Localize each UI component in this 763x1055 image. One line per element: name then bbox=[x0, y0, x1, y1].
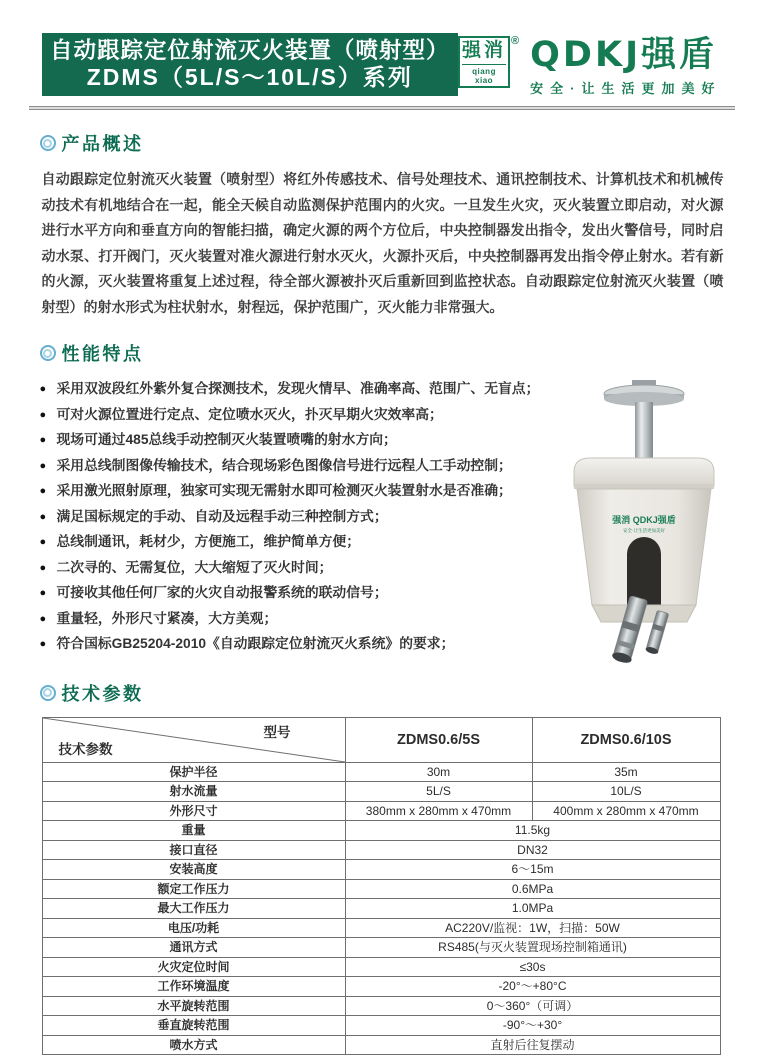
spec-value: 11.5kg bbox=[345, 821, 720, 841]
feature-item: ● 现场可通过485总线手动控制灭火装置喷嘴的射水方向； bbox=[40, 430, 540, 449]
spec-value: 380mm x 280mm x 470mm bbox=[345, 801, 532, 821]
spec-row bbox=[42, 801, 720, 821]
product-title-line-2: ZDMS（5L/S～10L/S）系列 bbox=[44, 64, 457, 91]
feature-item: ● 采用激光照射原理，独家可实现无需射水即可检测灭火装置射水是否准确； bbox=[40, 481, 540, 500]
column-header-model-1: ZDMS0.6/5S bbox=[345, 717, 532, 762]
section-bullet-icon bbox=[40, 685, 56, 701]
specs-header-row bbox=[42, 717, 720, 762]
feature-list bbox=[40, 379, 540, 660]
datasheet-page bbox=[7, 0, 757, 1016]
spec-value: -20°～+80°C bbox=[345, 977, 720, 997]
brand-block bbox=[458, 36, 721, 97]
spec-value: 0～360°（可调） bbox=[345, 996, 720, 1016]
specs-table-wrap bbox=[42, 717, 722, 1055]
product-photo bbox=[539, 376, 763, 658]
spec-row bbox=[42, 1035, 720, 1055]
spec-label: 最大工作压力 bbox=[42, 899, 345, 919]
spec-row bbox=[42, 957, 720, 977]
specs-table bbox=[42, 717, 721, 1055]
spec-label: 水平旋转范围 bbox=[42, 996, 345, 1016]
qiangxiao-seal-box bbox=[458, 36, 510, 88]
section-bullet-icon bbox=[40, 345, 56, 361]
overview-title: 产品概述 bbox=[62, 130, 144, 156]
spec-label: 电压/功耗 bbox=[42, 918, 345, 938]
spec-value: 5L/S bbox=[345, 782, 532, 802]
spec-value: 400mm x 280mm x 470mm bbox=[532, 801, 720, 821]
spec-row bbox=[42, 1016, 720, 1036]
section-overview bbox=[7, 130, 757, 320]
spec-value: -90°～+30° bbox=[345, 1016, 720, 1036]
page-header bbox=[7, 0, 757, 97]
specs-title: 技术参数 bbox=[62, 680, 144, 706]
spec-label: 火灾定位时间 bbox=[42, 957, 345, 977]
feature-item: ● 采用双波段红外紫外复合探测技术，发现火情早、准确率高、范围广、无盲点； bbox=[40, 379, 540, 398]
spec-row bbox=[42, 840, 720, 860]
spec-value: ≤30s bbox=[345, 957, 720, 977]
feature-item: ● 二次寻的、无需复位，大大缩短了灭火时间； bbox=[40, 558, 540, 577]
overview-heading bbox=[40, 130, 757, 156]
spec-value: 1.0MPa bbox=[345, 899, 720, 919]
section-specs bbox=[7, 680, 757, 1055]
header-divider bbox=[29, 106, 735, 110]
qiangxiao-seal bbox=[458, 36, 519, 88]
spec-row bbox=[42, 938, 720, 958]
column-header-model-2: ZDMS0.6/10S bbox=[532, 717, 720, 762]
features-title: 性能特点 bbox=[62, 340, 144, 366]
spec-row bbox=[42, 821, 720, 841]
spec-label: 垂直旋转范围 bbox=[42, 1016, 345, 1036]
spec-row bbox=[42, 918, 720, 938]
spec-row bbox=[42, 977, 720, 997]
spec-label: 接口直径 bbox=[42, 840, 345, 860]
product-title-banner bbox=[42, 33, 459, 96]
corner-label-parameter: 技术参数 bbox=[59, 738, 113, 758]
seal-pinyin: qiang xiao bbox=[462, 64, 506, 85]
feature-item: ● 满足国标规定的手动、自动及远程手动三种控制方式； bbox=[40, 507, 540, 526]
features-heading bbox=[40, 340, 757, 366]
spec-label: 重量 bbox=[42, 821, 345, 841]
spec-label: 通讯方式 bbox=[42, 938, 345, 958]
svg-text:安全·让生活更加美好: 安全·让生活更加美好 bbox=[623, 527, 665, 534]
seal-text: 强消 bbox=[462, 40, 506, 62]
features-row bbox=[7, 366, 757, 660]
spec-row bbox=[42, 860, 720, 880]
feature-item: ● 重量轻，外形尺寸紧凑，大方美观； bbox=[40, 609, 540, 628]
spec-row bbox=[42, 782, 720, 802]
spec-label: 保护半径 bbox=[42, 762, 345, 782]
feature-item: ● 可对火源位置进行定点、定位喷水灭火，扑灭早期火灾效率高； bbox=[40, 405, 540, 424]
corner-label-model: 型号 bbox=[264, 721, 291, 741]
specs-heading bbox=[40, 680, 757, 706]
device-logo-print: 强消 QDKJ强盾 bbox=[612, 514, 677, 525]
spec-row bbox=[42, 899, 720, 919]
section-features bbox=[7, 340, 757, 660]
qdkj-logo-block bbox=[530, 36, 721, 97]
spec-row bbox=[42, 762, 720, 782]
feature-item: ● 可接收其他任何厂家的火灾自动报警系统的联动信号； bbox=[40, 583, 540, 602]
spec-value: 35m bbox=[532, 762, 720, 782]
spec-label: 外形尺寸 bbox=[42, 801, 345, 821]
spec-value: 10L/S bbox=[532, 782, 720, 802]
spec-value: 直射后往复摆动 bbox=[345, 1035, 720, 1055]
spec-label: 射水流量 bbox=[42, 782, 345, 802]
corner-header-cell bbox=[42, 717, 345, 762]
spec-label: 工作环境温度 bbox=[42, 977, 345, 997]
overview-paragraph: 自动跟踪定位射流灭火装置（喷射型）将红外传感技术、信号处理技术、通讯控制技术、计算机技术和机械传动技术有机地结合在一起，能全天候自动监测保护范围内的火灾。一旦发生火灾，灭火装置立即启动，对火源进行水平方向和垂直方向的智能扫描，确定火源的两个方位后，中央控制器发出指令，发出火警信号，同时启动水泵、打开阀门，灭火装置对准火源进行射水灭火，火源扑灭后，中央控制器再发出指令停止射水。若有新的火源，灭火装置将重复上述过程，待全部火源被扑灭后重新回到监控状态。自动跟踪定位射流灭火装置（喷射型）的射水形式为柱状射水，射程远，保护范围广，灭火能力非常强大。 bbox=[42, 167, 724, 320]
brand-slogan: 安全·让生活更加美好 bbox=[530, 78, 721, 97]
spec-value: 6～15m bbox=[345, 860, 720, 880]
spec-label: 安装高度 bbox=[42, 860, 345, 880]
spec-label: 额定工作压力 bbox=[42, 879, 345, 899]
feature-item: ● 采用总线制图像传输技术，结合现场彩色图像信号进行远程人工手动控制； bbox=[40, 456, 540, 475]
spec-value: AC220V/监视：1W，扫描：50W bbox=[345, 918, 720, 938]
product-title-line-1: 自动跟踪定位射流灭火装置（喷射型） bbox=[44, 37, 457, 64]
fire-monitor-device-illustration bbox=[539, 376, 763, 658]
registered-trademark-icon: ® bbox=[511, 36, 519, 46]
spec-value: RS485(与灭火装置现场控制箱通讯) bbox=[345, 938, 720, 958]
spec-value: DN32 bbox=[345, 840, 720, 860]
spec-value: 30m bbox=[345, 762, 532, 782]
qdkj-logo: QDKJ强盾 bbox=[530, 36, 721, 74]
feature-item: ● 符合国标GB25204-2010《自动跟踪定位射流灭火系统》的要求； bbox=[40, 634, 540, 653]
section-bullet-icon bbox=[40, 135, 56, 151]
spec-row bbox=[42, 996, 720, 1016]
spec-value: 0.6MPa bbox=[345, 879, 720, 899]
spec-row bbox=[42, 879, 720, 899]
spec-label: 喷水方式 bbox=[42, 1035, 345, 1055]
feature-item: ● 总线制通讯，耗材少，方便施工，维护简单方便； bbox=[40, 532, 540, 551]
